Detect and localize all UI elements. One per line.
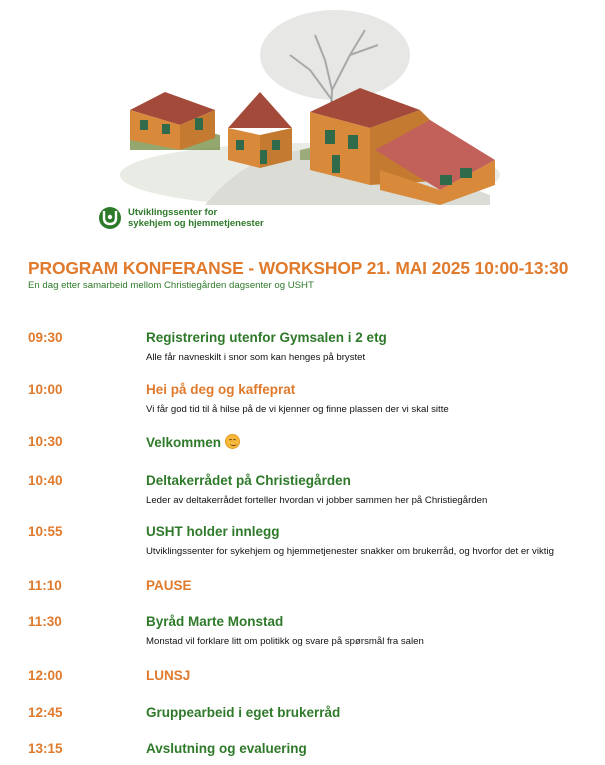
page-title: PROGRAM KONFERANSE - WORKSHOP 21. MAI 2025 10:00-13:30 — [28, 258, 569, 278]
agenda-description: Monstad vil forklare litt om politikk og svare på spørsmål fra salen — [146, 636, 424, 647]
agenda-title: Velkommen — [146, 435, 222, 450]
agenda-time: 10:40 — [28, 473, 63, 488]
agenda-time: 10:00 — [28, 382, 63, 397]
agenda-time: 09:30 — [28, 330, 63, 345]
agenda-title: USHT holder innlegg — [146, 524, 280, 539]
agenda-time: 10:55 — [28, 524, 63, 539]
agenda-title: Hei på deg og kaffeprat — [146, 382, 296, 397]
agenda-time: 11:30 — [28, 614, 62, 629]
agenda-description: Alle får navneskilt i snor som kan henges på brystet — [146, 352, 366, 363]
agenda-title: Deltakerrådet på Christiegården — [146, 473, 351, 488]
logo-line-2: sykehjem og hjemmetjenester — [128, 218, 264, 229]
page-subtitle: En dag etter samarbeid mellom Christiegården dagsenter og USHT — [28, 280, 314, 291]
agenda-description: Leder av deltakerrådet forteller hvordan vi jobber sammen her på Christiegården — [146, 495, 488, 506]
agenda-time: 12:00 — [28, 668, 63, 683]
agenda-title: Avslutning og evaluering — [146, 741, 307, 756]
agenda-title: Registrering utenfor Gymsalen i 2 etg — [146, 330, 387, 345]
agenda-time: 13:15 — [28, 741, 63, 756]
agenda-title-wrap — [146, 434, 240, 450]
agenda-title: LUNSJ — [146, 668, 191, 683]
logo-line-1: Utviklingssenter for — [128, 207, 218, 218]
smiling-face-icon — [225, 434, 240, 449]
agenda-time: 11:10 — [28, 578, 62, 593]
agenda-title: Byråd Marte Monstad — [146, 614, 284, 629]
agenda-time: 12:45 — [28, 705, 63, 720]
agenda-description: Utviklingssenter for sykehjem og hjemmetjenester snakker om brukerråd, og hvorfor det er viktig — [146, 546, 554, 557]
agenda-title: PAUSE — [146, 578, 192, 593]
agenda-title: Gruppearbeid i eget brukerråd — [146, 705, 341, 720]
agenda-description: Vi får god tid til å hilse på de vi kjenner og finne plassen der vi skal sitte — [146, 404, 449, 415]
agenda-time: 10:30 — [28, 434, 63, 449]
